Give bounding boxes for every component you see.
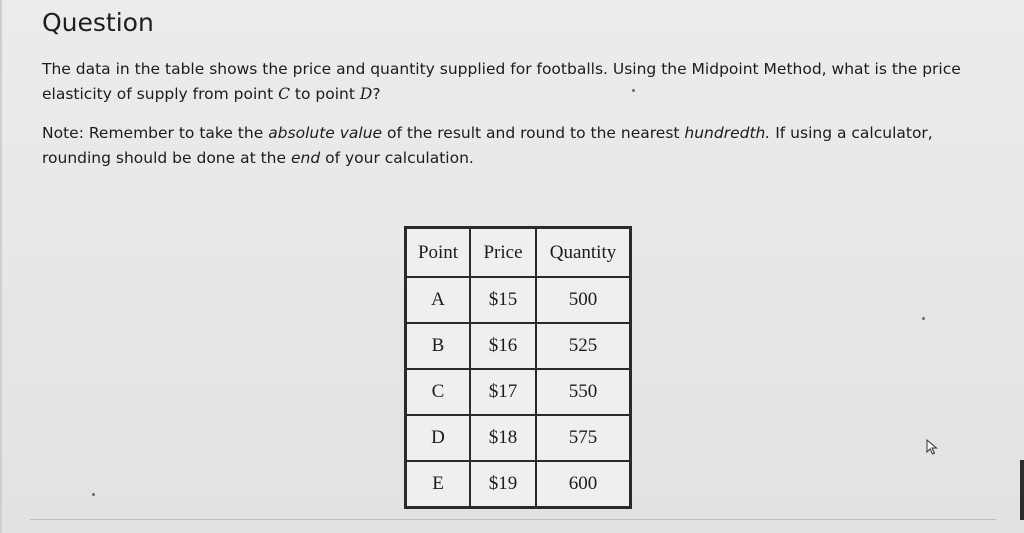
right-edge-bar [1020,460,1024,520]
cell-price: $19 [470,461,536,507]
note-part4: of your calculation. [320,149,474,167]
mouse-pointer-icon [926,439,938,455]
note-part3: If using a calculator, rounding should be done at the [42,124,933,167]
cell-price: $16 [470,323,536,369]
question-text-part1: The data in the table shows the price and quantity supplied for footballs. Using the Midpoint Method, what is the price elasticity of supply from point [42,60,961,103]
table-header-row [406,228,630,277]
table-row [406,415,630,461]
bottom-divider [30,519,996,520]
header-point: Point [406,228,470,277]
note-text [42,121,982,171]
question-text [42,57,982,107]
cell-quantity: 500 [536,277,630,323]
dust-speck [92,493,95,496]
question-heading: Question [42,8,154,37]
header-quantity: Quantity [536,228,630,277]
dust-speck [632,89,635,92]
note-part2: of the result and round to the nearest [382,124,685,142]
cell-quantity: 550 [536,369,630,415]
note-emphasis-end: end [290,149,321,167]
cell-point: E [406,461,470,507]
cell-quantity: 525 [536,323,630,369]
note-part1: Note: Remember to take the [42,124,269,142]
question-text-part2: to point [290,85,360,103]
question-text-part3: ? [372,85,381,103]
cell-point: A [406,277,470,323]
dust-speck [922,317,925,320]
cell-quantity: 575 [536,415,630,461]
table-row [406,323,630,369]
cell-price: $15 [470,277,536,323]
table-row [406,461,630,507]
cell-point: C [406,369,470,415]
header-price: Price [470,228,536,277]
cell-point: D [406,415,470,461]
point-from-label: C [278,85,290,103]
left-edge-divider [0,0,2,533]
supply-data-table [404,226,632,509]
table-row [406,277,630,323]
note-emphasis-absolute-value: absolute value [268,124,383,142]
cell-price: $17 [470,369,536,415]
table-row [406,369,630,415]
point-to-label: D [359,85,373,103]
note-emphasis-hundredth: hundredth. [684,124,771,142]
cell-quantity: 600 [536,461,630,507]
cell-point: B [406,323,470,369]
cell-price: $18 [470,415,536,461]
